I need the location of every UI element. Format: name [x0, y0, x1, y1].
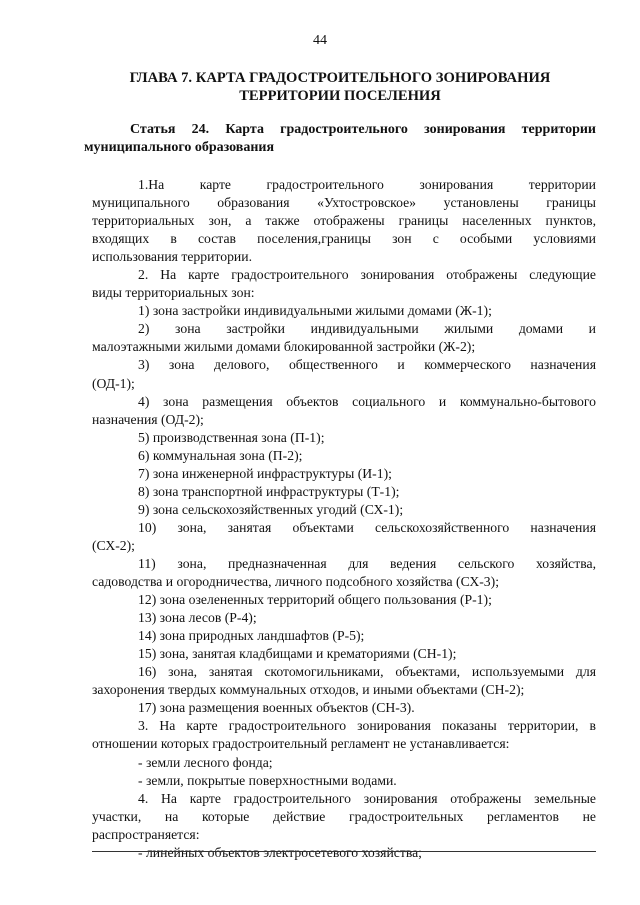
body-line: участки, на которые действие градостроительных регламентов не — [92, 808, 596, 824]
body-line: муниципального образования «Ухтостровское» установлены границы — [92, 195, 596, 211]
body-line: использования территории. — [92, 249, 252, 265]
body-line: захоронения твердых коммунальных отходов, и иными объектами (СН-2); — [92, 682, 525, 698]
body-line: 12) зона озелененных территорий общего пользования (Р-1); — [138, 592, 492, 608]
page-number: 44 — [313, 33, 327, 48]
chapter-heading — [84, 69, 596, 105]
chapter-heading-line: ТЕРРИТОРИИ ПОСЕЛЕНИЯ — [239, 88, 441, 104]
body-line: распространяется: — [92, 826, 200, 842]
body-line: 16) зона, занятая скотомогильниками, объектами, используемыми для — [138, 664, 596, 680]
body-line: территориальных зон, а также отображены границы населенных пунктов, — [92, 213, 596, 229]
body-line: 11) зона, предназначенная для ведения сельского хозяйства, — [138, 555, 596, 571]
body-line: (ОД-1); — [92, 375, 135, 391]
body-line: виды территориальных зон: — [92, 285, 255, 301]
body-line: 6) коммунальная зона (П-2); — [138, 447, 303, 463]
body-line: 15) зона, занятая кладбищами и крематориями (СН-1); — [138, 646, 457, 662]
body-line: - линейных объектов электросетевого хозяйства; — [138, 844, 422, 860]
body-line: садоводства и огородничества, личного подсобного хозяйства (СХ-3); — [92, 574, 499, 590]
body-line: 5) производственная зона (П-1); — [138, 429, 325, 445]
body-line: - земли, покрытые поверхностными водами. — [138, 772, 397, 788]
footer-divider — [92, 851, 596, 852]
body-line: отношении которых градостроительный регламент не устанавливается: — [92, 736, 510, 752]
body-line: 2. На карте градостроительного зонирования отображены следующие — [138, 267, 596, 283]
article-heading-line: Статья 24. Карта градостроительного зонирования территории — [130, 122, 596, 137]
body-line: 1) зона застройки индивидуальными жилыми домами (Ж-1); — [138, 303, 492, 319]
body-line: 4) зона размещения объектов социального и коммунально-бытового — [138, 393, 596, 409]
body-line: 8) зона транспортной инфраструктуры (Т-1); — [138, 483, 400, 499]
body-line: 1.На карте градостроительного зонирования территории — [138, 177, 596, 192]
body-line: 13) зона лесов (Р-4); — [138, 610, 257, 626]
article-heading-line: муниципального образования — [84, 140, 275, 155]
body-line: входящих в состав поселения,границы зон с особыми условиями — [92, 231, 596, 247]
body-line: 14) зона природных ландшафтов (Р-5); — [138, 628, 365, 644]
body-line: назначения (ОД-2); — [92, 411, 204, 427]
body-line: - земли лесного фонда; — [138, 754, 273, 770]
body-line: 9) зона сельскохозяйственных угодий (СХ-1); — [138, 501, 404, 517]
body-line: 17) зона размещения военных объектов (СН-3). — [138, 700, 415, 716]
body-line: малоэтажными жилыми домами блокированной застройки (Ж-2); — [92, 339, 476, 355]
chapter-heading-line: ГЛАВА 7. КАРТА ГРАДОСТРОИТЕЛЬНОГО ЗОНИРОВАНИЯ — [129, 70, 551, 86]
body-line: 2) зона застройки индивидуальными жилыми домами и — [138, 321, 596, 337]
body-text — [92, 176, 596, 862]
article-heading — [84, 121, 596, 157]
body-line: 7) зона инженерной инфраструктуры (И-1); — [138, 465, 392, 481]
body-line: 3. На карте градостроительного зонирования показаны территории, в — [138, 718, 596, 734]
body-line: 3) зона делового, общественного и коммерческого назначения — [138, 357, 596, 373]
body-line: (СХ-2); — [92, 537, 135, 553]
body-line: 4. На карте градостроительного зонирования отображены земельные — [138, 790, 596, 806]
body-line: 10) зона, занятая объектами сельскохозяйственного назначения — [138, 519, 596, 535]
